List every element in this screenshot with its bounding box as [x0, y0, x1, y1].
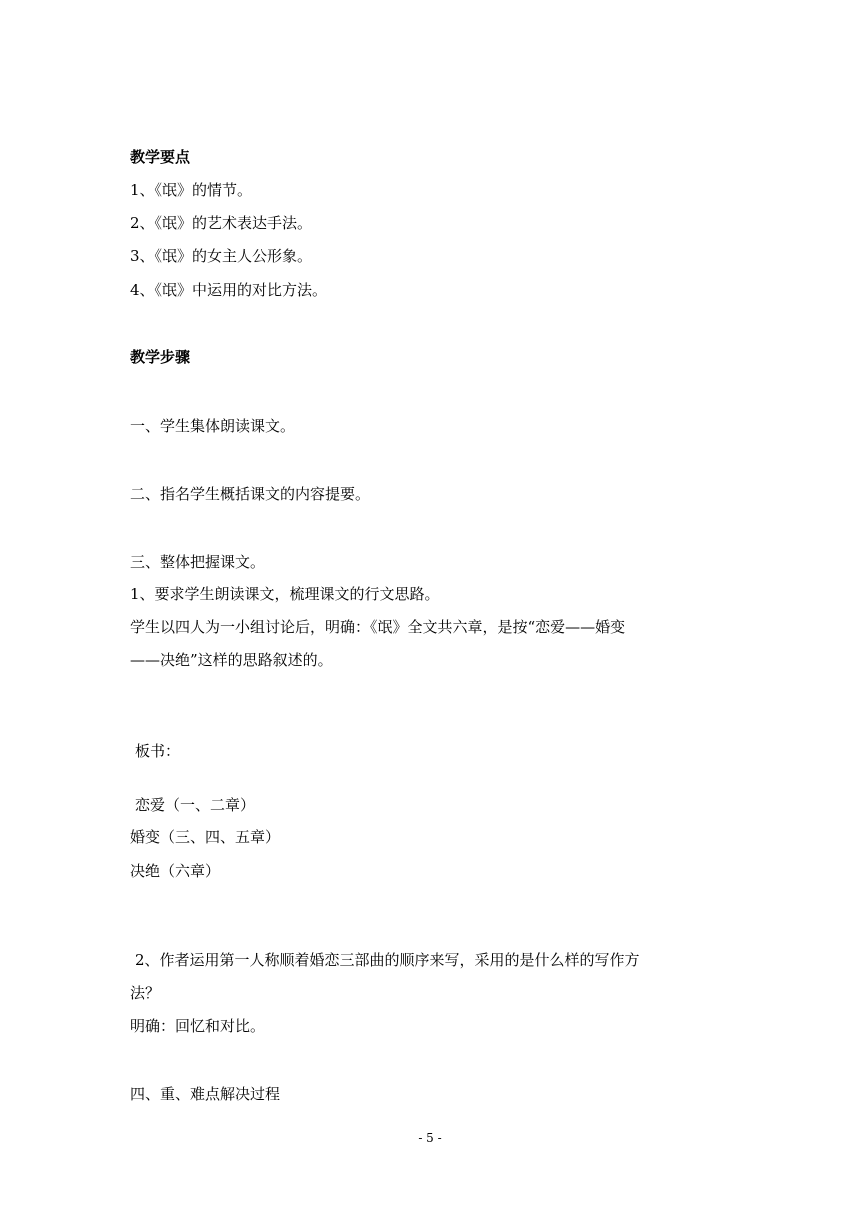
step-4: 四、重、难点解决过程 — [130, 1085, 281, 1103]
key-point-item: 2、《氓》的艺术表达手法。 — [130, 214, 313, 232]
key-point-item: 4、《氓》中运用的对比方法。 — [130, 281, 328, 299]
key-points-heading: 教学要点 — [130, 148, 191, 166]
page-number: - 5 - — [418, 1131, 442, 1145]
step-3: 三、整体把握课文。 — [130, 553, 266, 571]
key-point-item: 1、《氓》的情节。 — [130, 181, 253, 199]
board-label: 板书： — [135, 742, 181, 760]
step-3-question-2-answer: 明确：回忆和对比。 — [130, 1017, 266, 1035]
board-item-romance: 恋爱（一、二章） — [135, 796, 256, 814]
step-3-answer-line-1: 学生以四人为一小组讨论后，明确：《氓》全文共六章，是按“恋爱——婚变 — [130, 618, 626, 636]
step-2: 二、指名学生概括课文的内容提要。 — [130, 485, 371, 503]
steps-heading: 教学步骤 — [130, 348, 191, 366]
step-3-question-2-line-2: 法？ — [130, 984, 161, 1002]
board-item-marriage-change: 婚变（三、四、五章） — [130, 828, 281, 846]
step-3-question-2-line-1: 2、作者运用第一人称顺着婚恋三部曲的顺序来写，采用的是什么样的写作方 — [135, 951, 640, 969]
step-1: 一、学生集体朗读课文。 — [130, 417, 296, 435]
step-3-question-1: 1、要求学生朗读课文，梳理课文的行文思路。 — [130, 585, 440, 603]
key-point-item: 3、《氓》的女主人公形象。 — [130, 247, 313, 265]
board-item-break-up: 决绝（六章） — [130, 862, 221, 880]
step-3-answer-line-2: ——决绝”这样的思路叙述的。 — [130, 651, 333, 669]
